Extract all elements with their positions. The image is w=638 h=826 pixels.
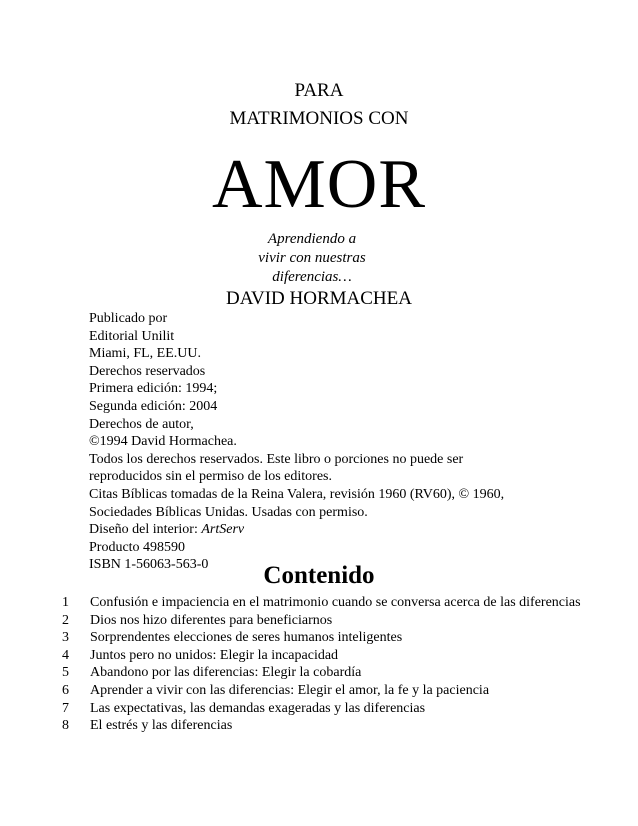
toc-title: Juntos pero no unidos: Elegir la incapacidad <box>90 647 339 663</box>
toc-item <box>62 629 582 647</box>
contents-title: Contenido <box>263 562 375 589</box>
design-line <box>89 521 559 539</box>
subtitle-line-2: vivir con nuestras <box>258 250 366 266</box>
info-line: Derechos de autor, <box>89 416 194 432</box>
info-line: Producto 498590 <box>89 539 186 555</box>
info-line: Todos los derechos reservados. Este libro o porciones no puede ser <box>89 451 464 467</box>
title-line-matrimonios: MATRIMONIOS CON <box>229 108 409 129</box>
design-value: ArtServ <box>201 522 245 538</box>
title-line-para: PARA <box>294 80 344 101</box>
publication-info <box>89 310 559 574</box>
table-of-contents <box>62 594 582 735</box>
toc-number: 3 <box>62 630 69 646</box>
toc-title: Aprender a vivir con las diferencias: Elegir el amor, la fe y la paciencia <box>90 682 490 698</box>
info-line: Derechos reservados <box>89 363 206 379</box>
toc-title: Abandono por las diferencias: Elegir la cobardía <box>90 665 362 681</box>
toc-number: 1 <box>62 595 69 610</box>
info-line: reproducidos sin el permiso de los editores. <box>89 469 333 485</box>
info-line: Primera edición: 1994; <box>89 381 218 397</box>
toc-item <box>62 700 582 718</box>
toc-number: 5 <box>62 665 69 681</box>
toc-title: Las expectativas, las demandas exageradas y las diferencias <box>90 700 426 716</box>
author: DAVID HORMACHEA <box>226 288 412 309</box>
toc-item <box>62 647 582 665</box>
info-line: Segunda edición: 2004 <box>89 398 218 414</box>
info-line: Publicado por <box>89 311 168 326</box>
toc-number: 4 <box>62 647 69 663</box>
toc-item <box>62 612 582 630</box>
main-title: AMOR <box>211 146 427 223</box>
toc-item <box>62 682 582 700</box>
toc-number: 8 <box>62 718 69 734</box>
subtitle-line-1: Aprendiendo a <box>267 231 357 247</box>
toc-number: 2 <box>62 612 69 628</box>
info-line: Editorial Unilit <box>89 328 175 344</box>
info-line: Miami, FL, EE.UU. <box>89 346 201 362</box>
toc-title: Dios nos hizo diferentes para beneficiarnos <box>90 612 333 628</box>
info-line: Citas Bíblicas tomadas de la Reina Valera, revisión 1960 (RV60), © 1960, <box>89 486 505 502</box>
toc-title: Confusión e impaciencia en el matrimonio cuando se conversa acerca de las diferencias <box>90 595 581 610</box>
toc-number: 6 <box>62 682 69 698</box>
toc-title: El estrés y las diferencias <box>90 718 233 734</box>
toc-item <box>62 664 582 682</box>
info-line: ISBN 1-56063-563-0 <box>89 557 209 573</box>
toc-number: 7 <box>62 700 69 716</box>
toc-item <box>62 594 582 612</box>
info-line: Sociedades Bíblicas Unidas. Usadas con permiso. <box>89 504 368 520</box>
info-line: ©1994 David Hormachea. <box>89 434 237 450</box>
subtitle-line-3: diferencias… <box>272 269 352 285</box>
subtitle <box>0 230 631 287</box>
toc-title: Sorprendentes elecciones de seres humanos inteligentes <box>90 630 403 646</box>
design-label: Diseño del interior: <box>89 522 202 538</box>
toc-item <box>62 717 582 735</box>
